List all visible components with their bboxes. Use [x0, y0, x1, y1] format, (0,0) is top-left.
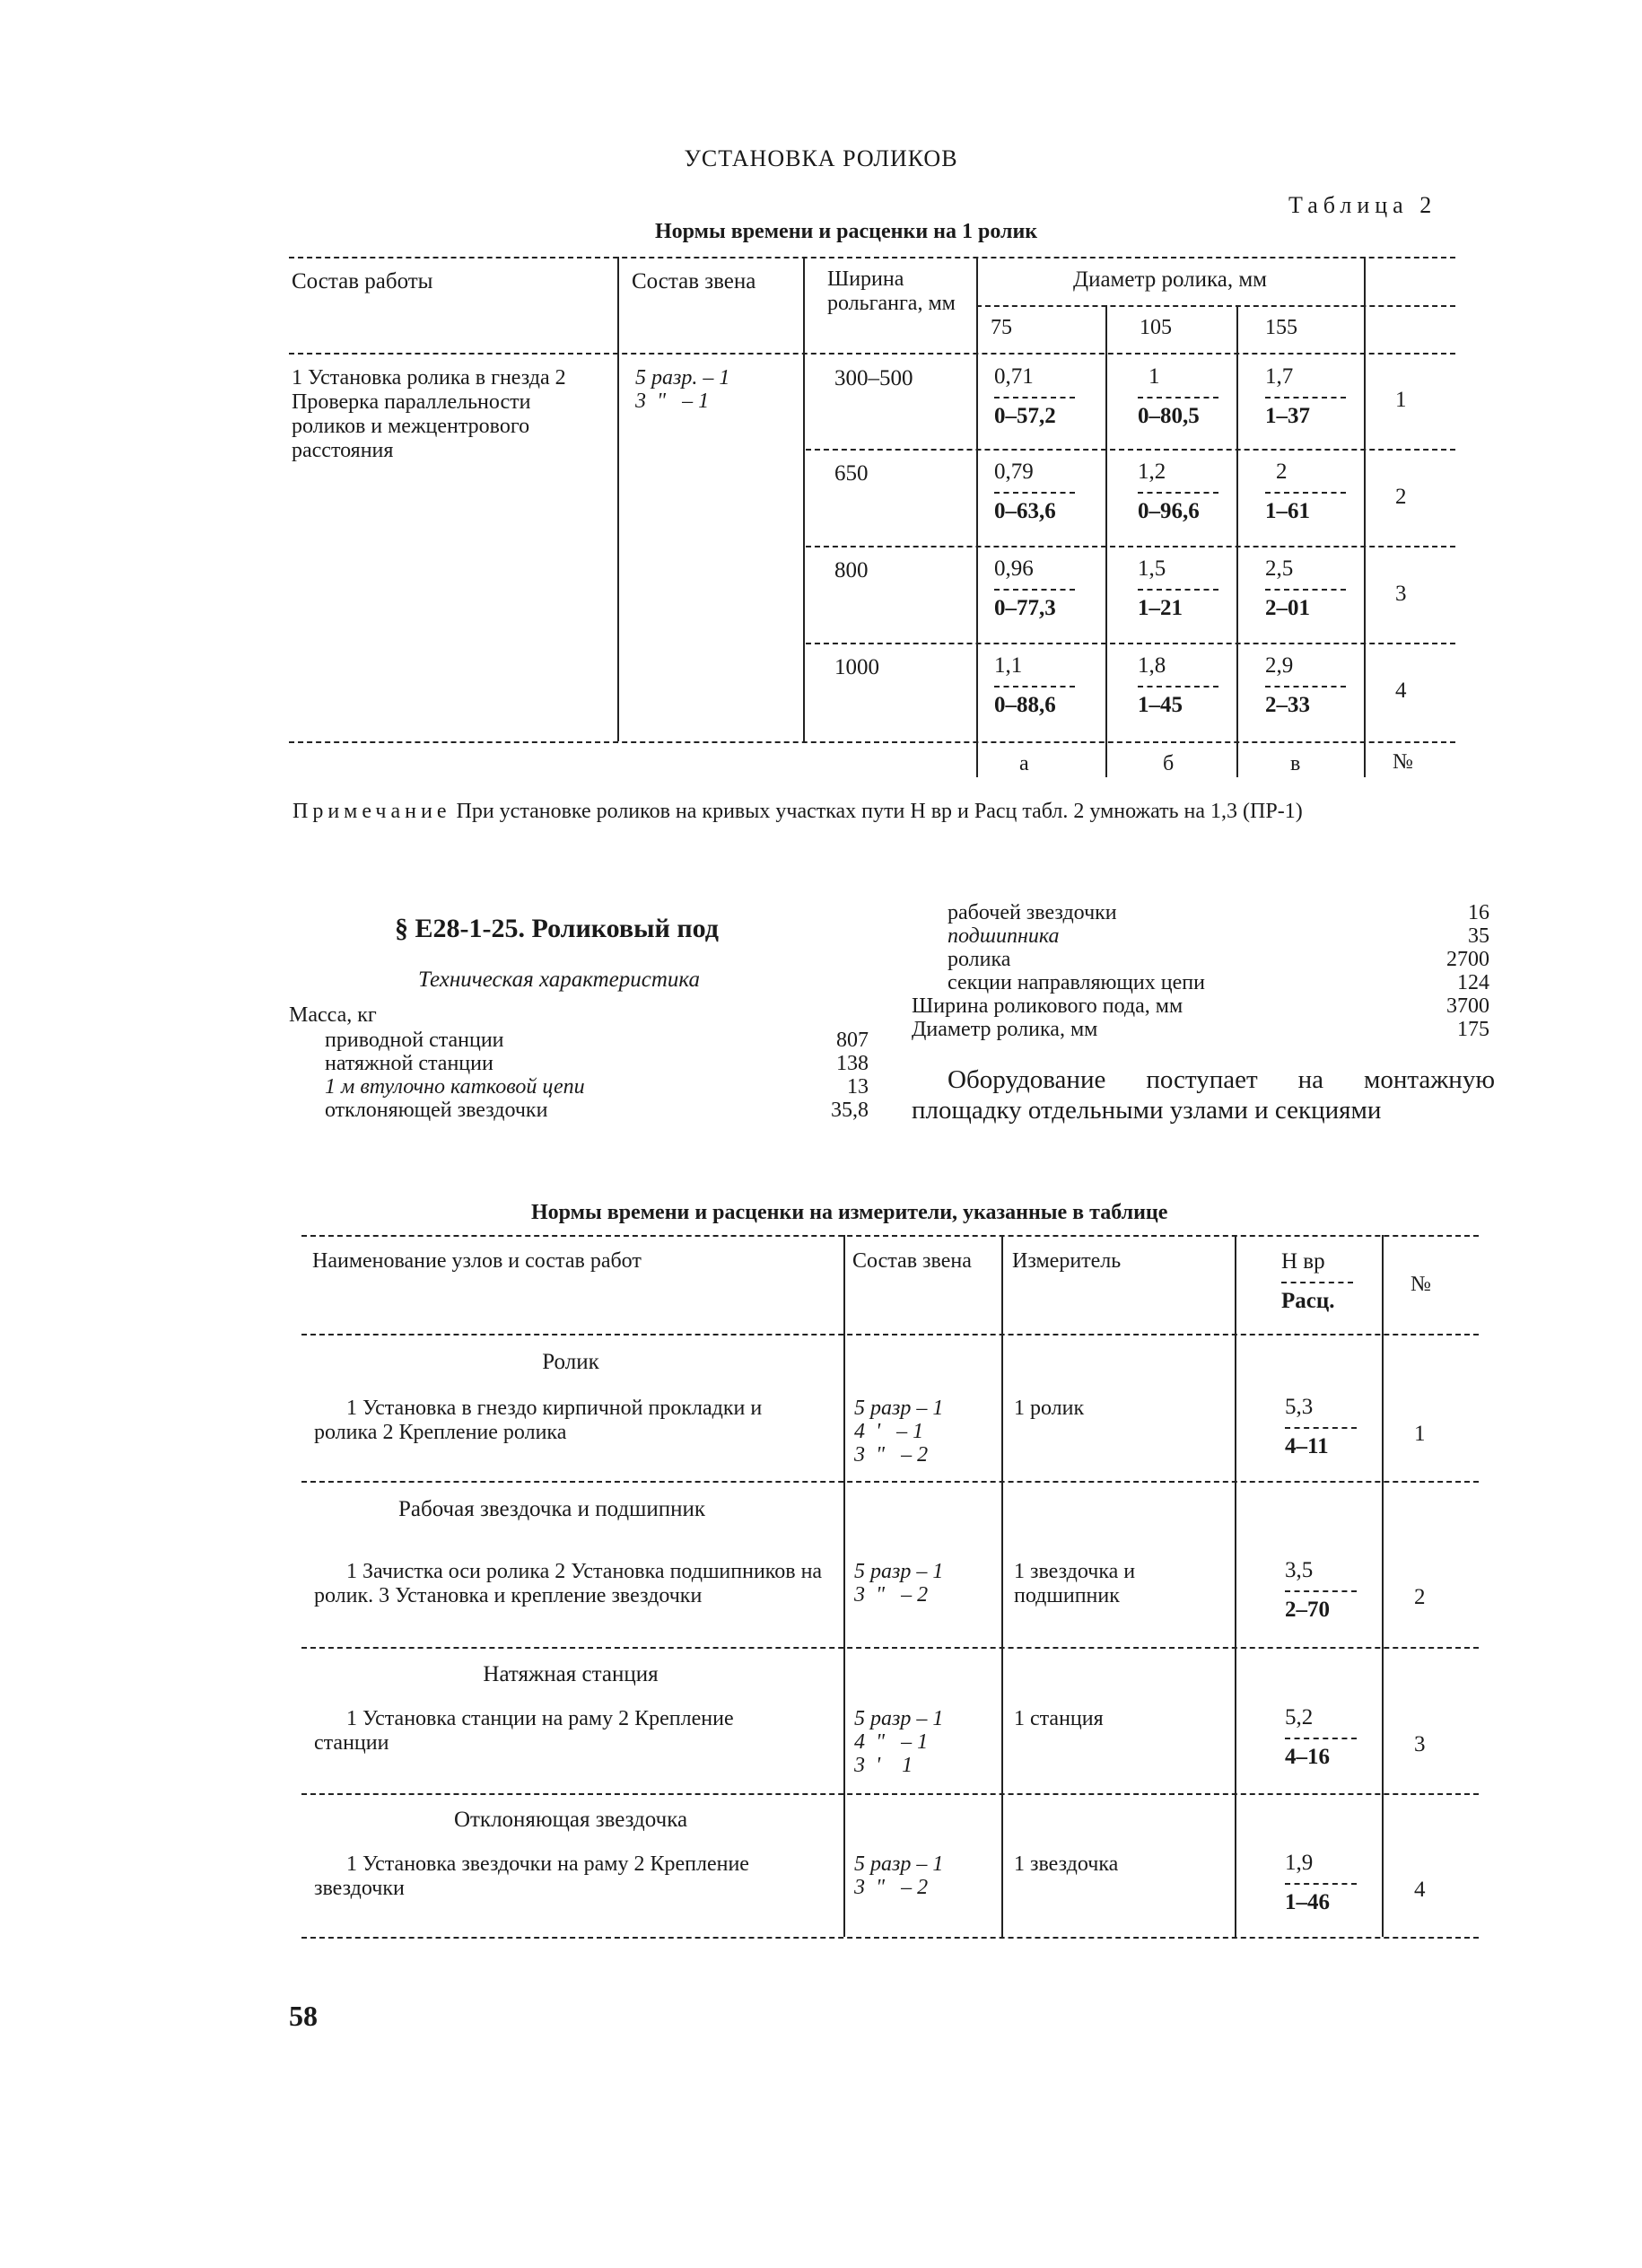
rule — [1235, 1235, 1236, 1937]
unit: 1 звездочка и подшипник — [1014, 1560, 1136, 1607]
rule — [301, 1793, 1479, 1795]
table2-title: Нормы времени и расценки на измерители, указанные в таблице — [531, 1201, 1168, 1224]
spec-value: 35 — [1468, 924, 1489, 948]
table-label: Таблица 2 — [1288, 192, 1437, 218]
norm-cell: 1,5 1–21 — [1138, 556, 1254, 623]
rule — [803, 257, 805, 741]
col-crew-header: Состав звена — [852, 1249, 972, 1273]
spec-value: 124 — [1457, 971, 1489, 994]
col-diam-header: Диаметр ролика, мм — [1073, 267, 1267, 292]
row-heading: Отклоняющая звездочка — [453, 1808, 688, 1832]
equipment-text: Оборудование поступает на монтажную площадку отдельными узлами и секциями — [912, 1065, 1495, 1125]
width-value: 650 — [834, 461, 869, 486]
row-heading: Ролик — [542, 1350, 599, 1374]
norm-cell: 2 1–61 — [1265, 460, 1382, 526]
spec-label: приводной станции — [325, 1029, 504, 1052]
work-description: 1 Установка в гнездо кирпичной прокладки и ролика 2 Крепление ролика — [314, 1397, 763, 1444]
crew-line: 3 " – 2 — [854, 1876, 929, 1899]
rule — [301, 1481, 1479, 1483]
spec-label: рабочей звездочки — [948, 901, 1117, 924]
work-description: 1 Зачистка оси ролика 2 Установка подшипников на ролик. 3 Установка и крепление звездочки — [314, 1560, 823, 1607]
norm-cell: 1 0–80,5 — [1138, 364, 1254, 431]
col-no-header: № — [1411, 1273, 1431, 1296]
norm-cell: 2,9 2–33 — [1265, 653, 1382, 720]
crew-line: 5 разр – 1 — [854, 1397, 944, 1420]
row-number: 3 — [1414, 1732, 1426, 1756]
row-number: 2 — [1395, 485, 1407, 509]
crew-line: 3 " – 2 — [854, 1583, 929, 1607]
spec-label: натяжной станции — [325, 1052, 493, 1075]
note-label: Примечание — [293, 800, 451, 823]
width-value: 800 — [834, 558, 869, 582]
crew-line: 5 разр – 1 — [854, 1560, 944, 1583]
rule — [806, 643, 1455, 644]
unit: 1 станция — [1014, 1707, 1104, 1730]
spec-value: 2700 — [1446, 948, 1489, 971]
work-description: 1 Установка станции на раму 2 Крепление станции — [314, 1707, 734, 1755]
row-number: 1 — [1395, 388, 1407, 412]
col-work-header: Состав работы — [292, 269, 433, 293]
section-subtitle: Техническая характеристика — [418, 968, 701, 992]
row-number: 1 — [1414, 1422, 1426, 1446]
rule — [617, 257, 619, 741]
rule — [806, 449, 1455, 451]
diam-155: 155 — [1265, 316, 1297, 339]
rule — [289, 353, 1455, 355]
crew-line: 3 " – 1 — [635, 390, 710, 413]
unit: 1 ролик — [1014, 1397, 1085, 1420]
col-letter: № — [1393, 750, 1413, 774]
page-heading: УСТАНОВКА РОЛИКОВ — [684, 145, 958, 171]
spec-value: 138 — [836, 1052, 869, 1075]
rule — [301, 1937, 1479, 1939]
spec-value: 3700 — [1446, 994, 1489, 1018]
spec-label: ролика — [948, 948, 1011, 971]
row-number: 4 — [1395, 679, 1407, 703]
col-letter: а — [1019, 752, 1029, 775]
norm-cell: 3,5 2–70 — [1285, 1558, 1402, 1624]
rule — [301, 1334, 1479, 1335]
rule — [301, 1647, 1479, 1649]
crew-line: 4 ' – 1 — [854, 1420, 924, 1443]
rule — [806, 546, 1455, 547]
norm-cell: 1,9 1–46 — [1285, 1851, 1402, 1917]
norm-cell: 1,7 1–37 — [1265, 364, 1382, 431]
norm-cell: 1,1 0–88,6 — [994, 653, 1111, 720]
norm-cell: 1,8 1–45 — [1138, 653, 1254, 720]
note — [293, 799, 1468, 824]
spec-label: Ширина роликового пода, мм — [912, 994, 1183, 1018]
col-name-header: Наименование узлов и состав работ — [312, 1249, 642, 1273]
row-heading: Натяжная станция — [483, 1662, 659, 1686]
col-letter: б — [1163, 752, 1175, 775]
spec-label: отклоняющей звездочки — [325, 1099, 548, 1122]
rule — [289, 257, 1455, 258]
rule — [1001, 1235, 1003, 1937]
crew-line: 5 разр – 1 — [854, 1852, 944, 1876]
unit: 1 звездочка — [1014, 1852, 1119, 1876]
crew-line: 4 " – 1 — [854, 1730, 929, 1754]
norm-cell: 5,3 4–11 — [1285, 1395, 1402, 1461]
rule — [289, 741, 1455, 743]
crew-line: 3 " – 2 — [854, 1443, 929, 1467]
table1-subtitle: Нормы времени и расценки на 1 ролик — [655, 220, 1038, 243]
rule — [843, 1235, 845, 1937]
spec-value: 13 — [847, 1075, 869, 1099]
spec-label: 1 м втулочно катковой цепи — [325, 1075, 585, 1099]
col-unit-header: Измеритель — [1012, 1249, 1122, 1273]
crew-line: 3 ' 1 — [854, 1754, 913, 1777]
page-number: 58 — [289, 2000, 318, 2032]
spec-value: 807 — [836, 1029, 869, 1052]
norm-cell: 1,2 0–96,6 — [1138, 460, 1254, 526]
col-norm-header: Н вр Расц. — [1281, 1249, 1398, 1316]
mass-label: Масса, кг — [289, 1003, 377, 1027]
work-description: 1 Установка звездочки на раму 2 Крепление звездочки — [314, 1852, 749, 1900]
spec-value: 16 — [1468, 901, 1489, 924]
row-heading: Рабочая звездочка и подшипник — [397, 1497, 706, 1521]
spec-label: Диаметр ролика, мм — [912, 1018, 1098, 1041]
row-number: 2 — [1414, 1585, 1426, 1609]
row-number: 3 — [1395, 582, 1407, 606]
width-value: 1000 — [834, 655, 879, 679]
norm-cell: 2,5 2–01 — [1265, 556, 1382, 623]
norm-cell: 0,71 0–57,2 — [994, 364, 1111, 431]
spec-label: подшипника — [948, 924, 1060, 948]
diam-105: 105 — [1140, 316, 1172, 339]
norm-cell: 0,96 0–77,3 — [994, 556, 1111, 623]
norm-cell: 0,79 0–63,6 — [994, 460, 1111, 526]
section-title: § Е28-1-25. Роликовый под — [395, 914, 719, 943]
width-value: 300–500 — [834, 366, 913, 390]
col-letter: в — [1290, 752, 1301, 775]
note-text: При установке роликов на кривых участках пути Н вр и Расц табл. 2 умножать на 1,3 (ПР-1) — [456, 800, 1303, 823]
row-number: 4 — [1414, 1878, 1426, 1902]
crew-line: 5 разр – 1 — [854, 1707, 944, 1730]
norm-cell: 5,2 4–16 — [1285, 1705, 1402, 1772]
col-crew-header: Состав звена — [632, 269, 756, 293]
rule — [976, 305, 1455, 307]
spec-value: 35,8 — [831, 1099, 869, 1122]
spec-value: 175 — [1457, 1018, 1489, 1041]
col-width-header: Ширина рольганга, мм — [827, 267, 956, 315]
spec-label: секции направляющих цепи — [948, 971, 1205, 994]
diam-75: 75 — [991, 316, 1012, 339]
crew-line: 5 разр. – 1 — [635, 366, 730, 390]
rule — [301, 1235, 1479, 1237]
rule — [976, 257, 978, 777]
work-description: 1 Установка ролика в гнезда 2 Проверка параллельности роликов и межцентрового расстояния — [292, 366, 566, 462]
